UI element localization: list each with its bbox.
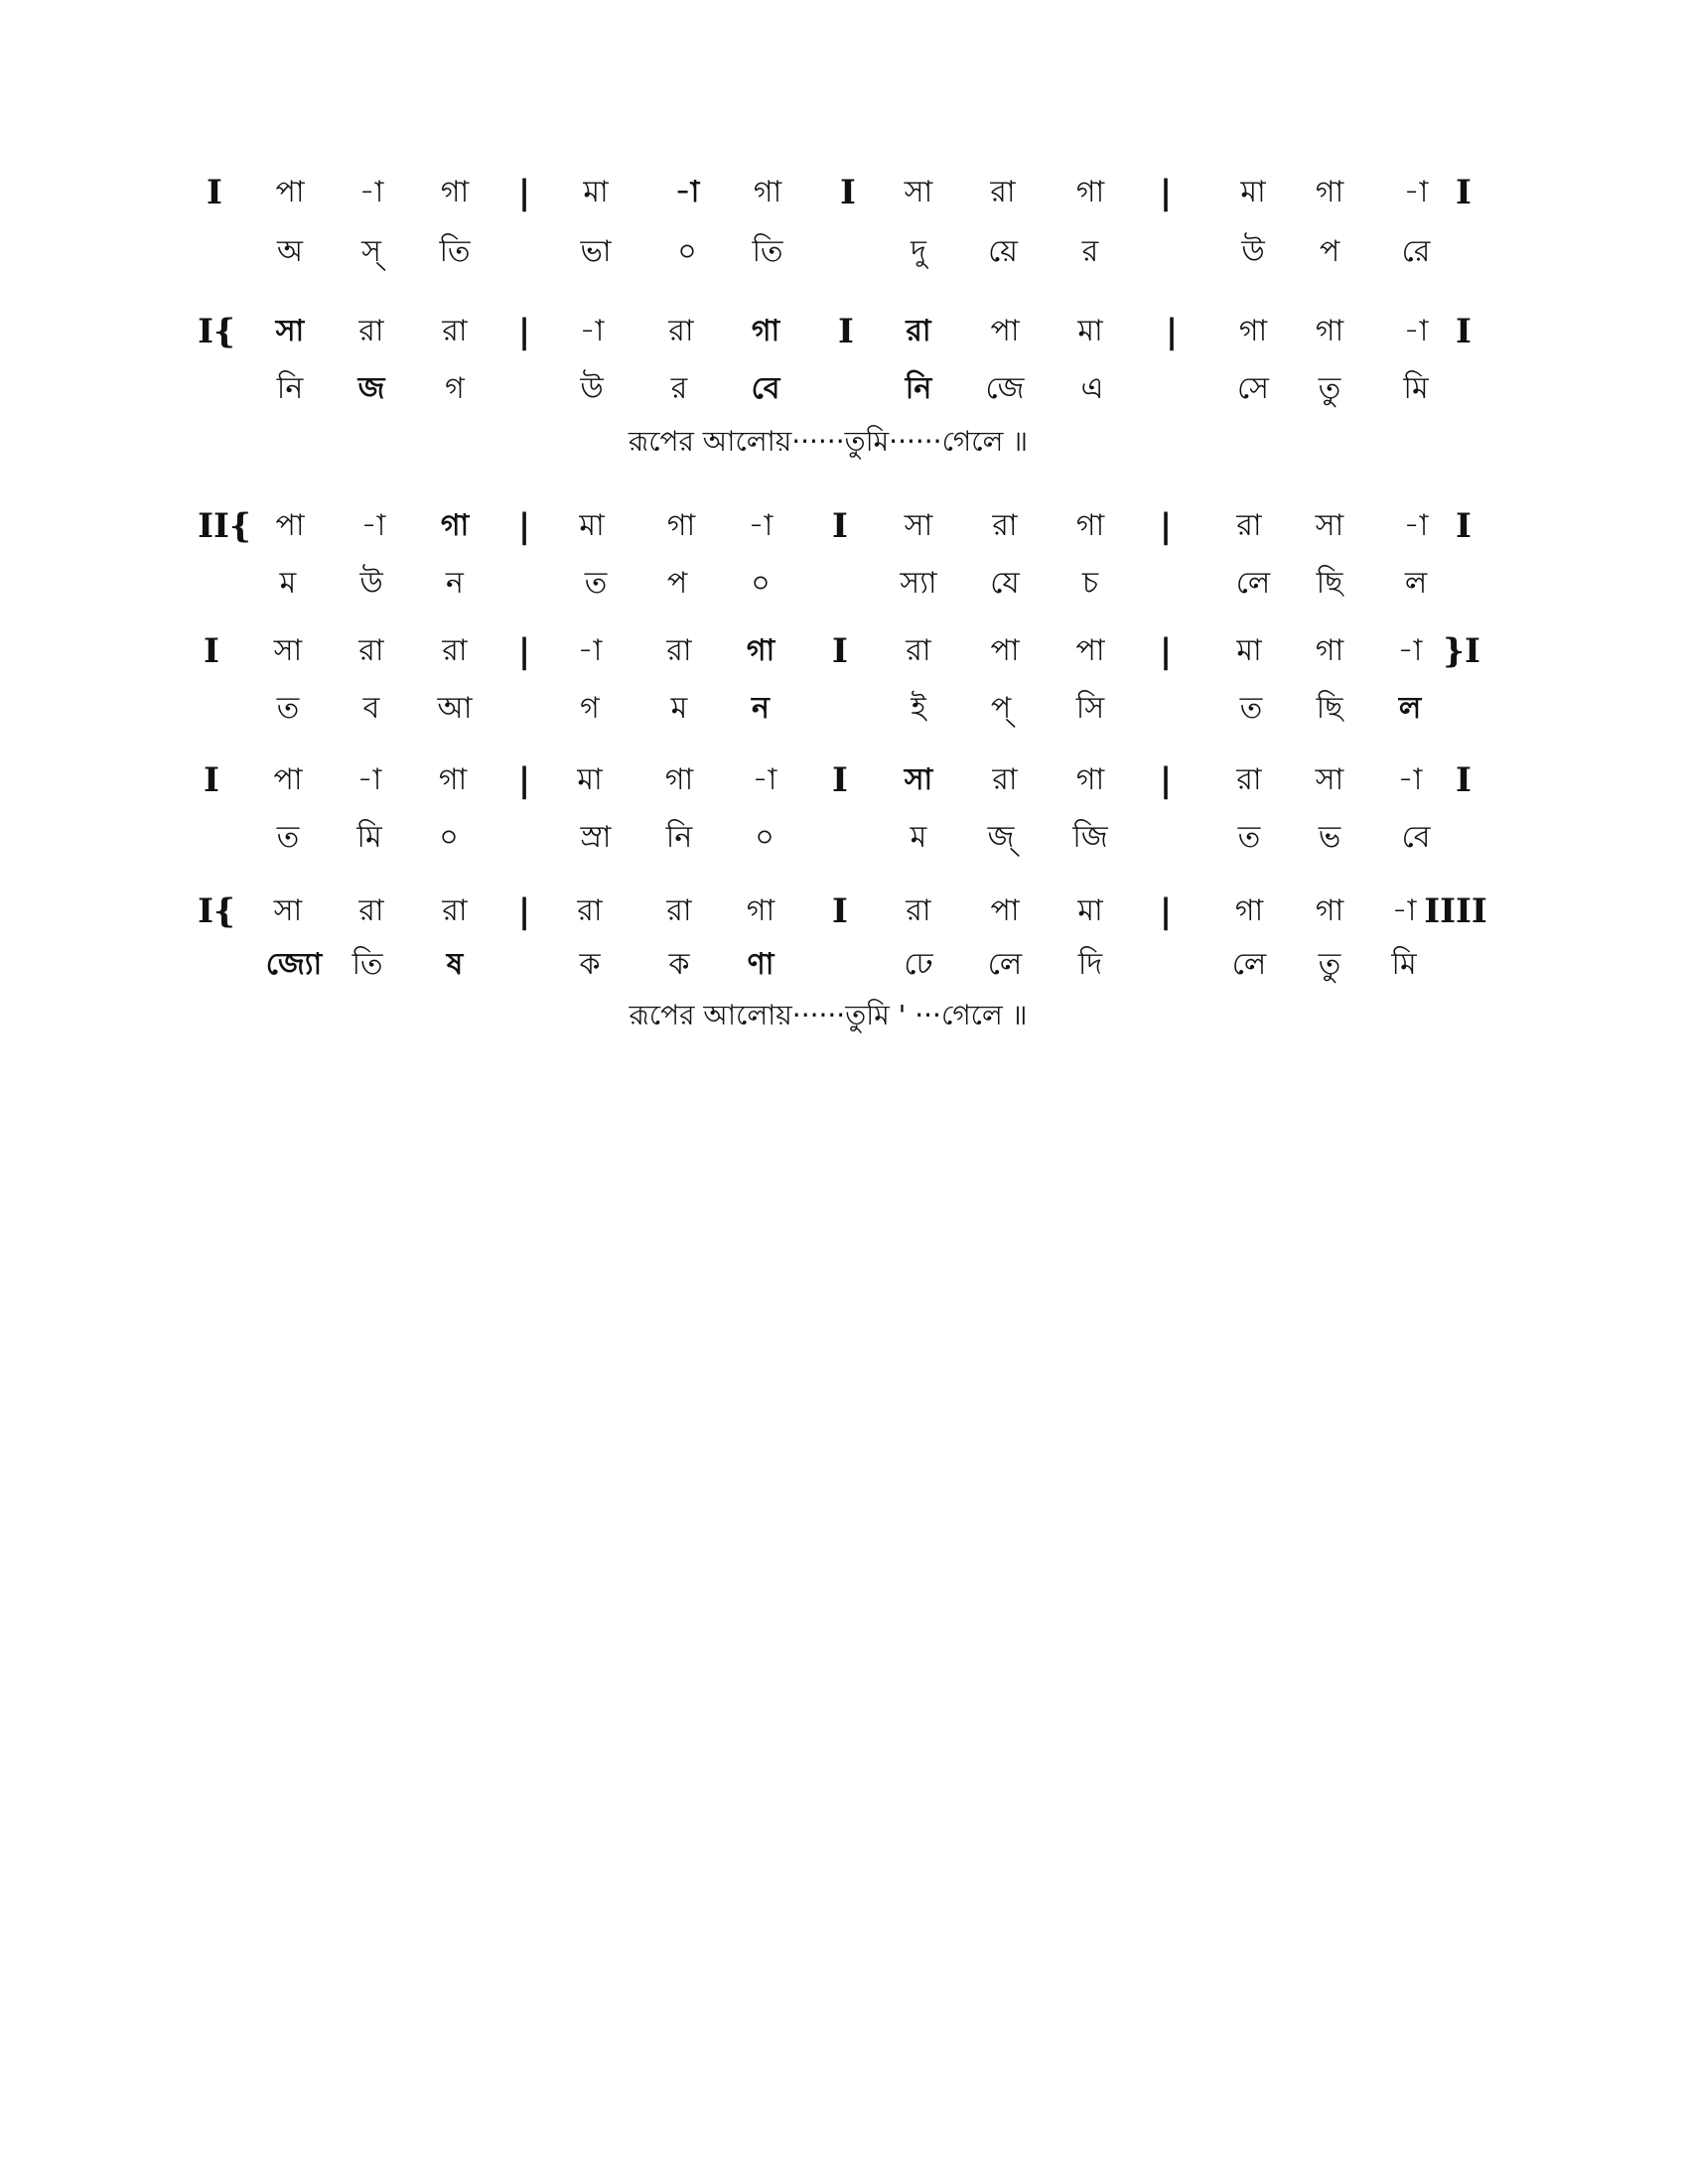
lyric-syllable: ভা xyxy=(580,234,612,269)
swara-note: সা xyxy=(1315,762,1344,797)
beat-divider: | xyxy=(1159,891,1173,931)
swara-note: রা xyxy=(990,175,1016,209)
lyric-syllable: স্যা xyxy=(900,566,937,601)
swara-note: রা xyxy=(666,633,692,668)
lyric-syllable: বে xyxy=(751,371,780,406)
lyric-syllable: জি xyxy=(1072,820,1108,855)
lyric-syllable: গ xyxy=(445,371,465,406)
lyric-syllable: জে xyxy=(985,371,1025,406)
lyric-syllable: জ্ xyxy=(987,820,1015,855)
swara-note: -া xyxy=(748,508,774,543)
swara-note: গা xyxy=(440,508,470,543)
lyric-syllable: স্ xyxy=(361,234,381,269)
lyric-syllable: ব xyxy=(362,691,380,726)
lyric-syllable: ম xyxy=(910,820,927,855)
lyric-syllable: উ xyxy=(580,371,604,406)
lyric-syllable: ষ xyxy=(446,947,464,982)
lyric-syllable: মি xyxy=(1403,371,1429,406)
lyric-syllable: ০ xyxy=(751,566,771,601)
swara-note: গা xyxy=(746,893,775,928)
lyric-syllable: র xyxy=(670,371,688,406)
lyric-syllable: তি xyxy=(439,234,471,269)
lyric-syllable: লে xyxy=(987,947,1023,982)
lyric-syllable: ভ xyxy=(1318,820,1341,855)
bar-marker: I{ xyxy=(198,312,235,351)
beat-divider: | xyxy=(1159,506,1173,546)
swara-note: পা xyxy=(275,175,305,209)
lyric-syllable: ছি xyxy=(1316,566,1343,601)
swara-note: মা xyxy=(579,508,605,543)
swara-note: সা xyxy=(904,175,933,209)
swara-note: রা xyxy=(906,633,931,668)
lyric-syllable: ত xyxy=(584,566,608,601)
bar-marker: II{ xyxy=(198,506,251,546)
lyric-syllable: ত xyxy=(276,691,300,726)
swara-note: রা xyxy=(666,893,692,928)
swara-note: গা xyxy=(753,175,782,209)
lyric-syllable: মি xyxy=(356,820,382,855)
swara-note: রা xyxy=(358,314,384,348)
beat-divider: | xyxy=(1159,631,1173,671)
lyric-syllable: অ xyxy=(277,234,303,269)
lyric-syllable: লে xyxy=(1235,566,1271,601)
swara-line xyxy=(0,623,1688,679)
bar-marker: I xyxy=(1456,760,1472,800)
swara-note: রা xyxy=(992,762,1018,797)
swara-note: সা xyxy=(904,762,933,797)
swara-note: -া xyxy=(1397,762,1423,797)
bar-marker: I{ xyxy=(198,891,235,931)
swara-line xyxy=(0,752,1688,808)
lyric-line xyxy=(0,937,1688,993)
swara-note: রা xyxy=(577,893,603,928)
lyric-syllable: ই xyxy=(911,691,926,726)
swara-note: মা xyxy=(577,762,603,797)
swara-note: -া xyxy=(1403,314,1429,348)
lyric-syllable: ত xyxy=(1239,691,1263,726)
repeat-end-marker: }I xyxy=(1443,631,1480,671)
swara-note: গা xyxy=(438,762,468,797)
bar-marker: I xyxy=(838,312,854,351)
lyric-syllable: ঢে xyxy=(904,947,933,982)
swara-note: -া xyxy=(1403,175,1429,209)
lyric-line xyxy=(0,681,1688,737)
swara-note: -া xyxy=(356,762,382,797)
swara-note: রা xyxy=(668,314,694,348)
lyric-syllable: প্ xyxy=(990,691,1012,726)
refrain-line: রূপের আলোয়······তুমি······গেলে ॥ xyxy=(628,425,1029,458)
lyric-syllable: এ xyxy=(1080,371,1104,406)
beat-divider: | xyxy=(517,506,531,546)
lyric-syllable: ম xyxy=(279,566,297,601)
swara-note: সা xyxy=(904,508,933,543)
final-bar-marker: IIII xyxy=(1424,891,1487,931)
swara-note: -া xyxy=(674,175,700,209)
swara-note: রা xyxy=(442,633,468,668)
lyric-syllable: ০ xyxy=(439,820,459,855)
lyric-syllable: জ্যো xyxy=(265,947,323,982)
lyric-syllable: মি xyxy=(1391,947,1417,982)
swara-note: -া xyxy=(1403,508,1429,543)
lyric-syllable: প xyxy=(1319,234,1340,269)
lyric-syllable: উ xyxy=(359,566,383,601)
lyric-syllable: তু xyxy=(1318,371,1341,406)
refrain-line: রূপের আলোয়······তুমি ' ···গেলে ॥ xyxy=(629,999,1028,1031)
swara-line xyxy=(0,884,1688,939)
bar-marker: I xyxy=(832,631,848,671)
swara-note: রা xyxy=(442,314,468,348)
lyric-syllable: সি xyxy=(1075,691,1105,726)
swara-note: গা xyxy=(440,175,470,209)
lyric-syllable: ন xyxy=(752,691,770,726)
lyric-line xyxy=(0,361,1688,417)
beat-divider: | xyxy=(517,173,531,212)
swara-note: গা xyxy=(1315,633,1344,668)
lyric-syllable: তি xyxy=(352,947,383,982)
bar-marker: I xyxy=(1456,312,1472,351)
beat-divider: | xyxy=(1159,760,1173,800)
swara-note: রা xyxy=(358,893,384,928)
swara-note: মা xyxy=(1240,175,1266,209)
lyric-syllable: রে xyxy=(1401,234,1431,269)
lyric-line xyxy=(0,556,1688,612)
swara-note: গা xyxy=(1075,762,1105,797)
lyric-syllable: তি xyxy=(752,234,783,269)
swara-note: পা xyxy=(1075,633,1105,668)
lyric-syllable: সে xyxy=(1237,371,1269,406)
lyric-syllable: ণা xyxy=(747,947,774,982)
lyric-syllable: ন xyxy=(446,566,464,601)
swara-note: -া xyxy=(577,633,603,668)
swara-line xyxy=(0,304,1688,359)
beat-divider: | xyxy=(1165,312,1179,351)
swara-note: রা xyxy=(906,893,931,928)
beat-divider: | xyxy=(517,631,531,671)
swara-note: সা xyxy=(1315,508,1344,543)
bar-marker: I xyxy=(207,173,222,212)
swara-note: -া xyxy=(752,762,777,797)
beat-divider: | xyxy=(1159,173,1173,212)
lyric-syllable: নি xyxy=(905,371,932,406)
lyric-line xyxy=(0,810,1688,866)
lyric-syllable: প xyxy=(666,566,688,601)
swara-note: রা xyxy=(906,314,931,348)
lyric-syllable: ক xyxy=(579,947,601,982)
bar-marker: I xyxy=(204,631,219,671)
swara-note: পা xyxy=(990,893,1020,928)
swara-note: গা xyxy=(1075,175,1105,209)
swara-note: মা xyxy=(1077,314,1103,348)
lyric-syllable: ল xyxy=(1404,566,1428,601)
swara-note: সা xyxy=(273,893,303,928)
lyric-syllable: ০ xyxy=(755,820,774,855)
lyric-syllable: যে xyxy=(990,566,1020,601)
swara-note: গা xyxy=(666,508,696,543)
bar-marker: I xyxy=(204,760,219,800)
swara-note: রা xyxy=(1236,508,1262,543)
swara-note: গা xyxy=(664,762,694,797)
lyric-syllable: ক xyxy=(668,947,690,982)
lyric-syllable: য়ে xyxy=(988,234,1018,269)
lyric-syllable: স্রা xyxy=(580,820,612,855)
lyric-syllable: ম xyxy=(670,691,688,726)
swara-note: -া xyxy=(579,314,605,348)
swara-note: -া xyxy=(360,508,386,543)
lyric-syllable: দি xyxy=(1077,947,1103,982)
swara-note: -া xyxy=(1397,633,1423,668)
swara-note: -া xyxy=(1391,893,1417,928)
swara-note: পা xyxy=(273,762,303,797)
swara-note: রা xyxy=(442,893,468,928)
swara-note: পা xyxy=(990,314,1020,348)
lyric-syllable: তু xyxy=(1318,947,1341,982)
swara-note: পা xyxy=(275,508,305,543)
swara-note: গা xyxy=(1234,893,1264,928)
swara-note: গা xyxy=(1075,508,1105,543)
bar-marker: I xyxy=(832,760,848,800)
lyric-line xyxy=(0,224,1688,280)
swara-note: গা xyxy=(751,314,780,348)
lyric-syllable: আ xyxy=(437,691,473,726)
lyric-syllable: ০ xyxy=(677,234,697,269)
swara-note: পা xyxy=(990,633,1020,668)
lyric-syllable: জ xyxy=(357,371,385,406)
beat-divider: | xyxy=(517,312,531,351)
lyric-syllable: লে xyxy=(1231,947,1267,982)
swara-note: সা xyxy=(275,314,305,348)
swara-note: রা xyxy=(358,633,384,668)
swara-note: মা xyxy=(583,175,609,209)
bar-marker: I xyxy=(832,506,848,546)
lyric-syllable: চ xyxy=(1081,566,1099,601)
lyric-syllable: দু xyxy=(911,234,926,269)
bar-marker: I xyxy=(1456,173,1472,212)
beat-divider: | xyxy=(517,760,531,800)
swara-note: গা xyxy=(746,633,775,668)
swara-note: গা xyxy=(1238,314,1268,348)
bar-marker: I xyxy=(840,173,856,212)
swara-note: গা xyxy=(1315,314,1344,348)
lyric-syllable: নি xyxy=(665,820,693,855)
swara-note: মা xyxy=(1077,893,1103,928)
swara-note: গা xyxy=(1315,893,1344,928)
swara-line xyxy=(0,498,1688,554)
swara-note: মা xyxy=(1236,633,1262,668)
lyric-syllable: উ xyxy=(1241,234,1265,269)
lyric-syllable: বে xyxy=(1401,820,1431,855)
lyric-syllable: ত xyxy=(1237,820,1261,855)
swara-note: গা xyxy=(1315,175,1344,209)
lyric-syllable: ল xyxy=(1398,691,1422,726)
swara-note: সা xyxy=(273,633,303,668)
bar-marker: I xyxy=(1456,506,1472,546)
lyric-syllable: নি xyxy=(276,371,304,406)
lyric-syllable: ত xyxy=(276,820,300,855)
swara-note: -া xyxy=(358,175,384,209)
swara-note: রা xyxy=(992,508,1018,543)
swara-note: রা xyxy=(1236,762,1262,797)
lyric-syllable: গ xyxy=(580,691,600,726)
bar-marker: I xyxy=(832,891,848,931)
lyric-syllable: ছি xyxy=(1316,691,1343,726)
lyric-syllable: র xyxy=(1081,234,1099,269)
swara-line xyxy=(0,165,1688,220)
beat-divider: | xyxy=(517,891,531,931)
